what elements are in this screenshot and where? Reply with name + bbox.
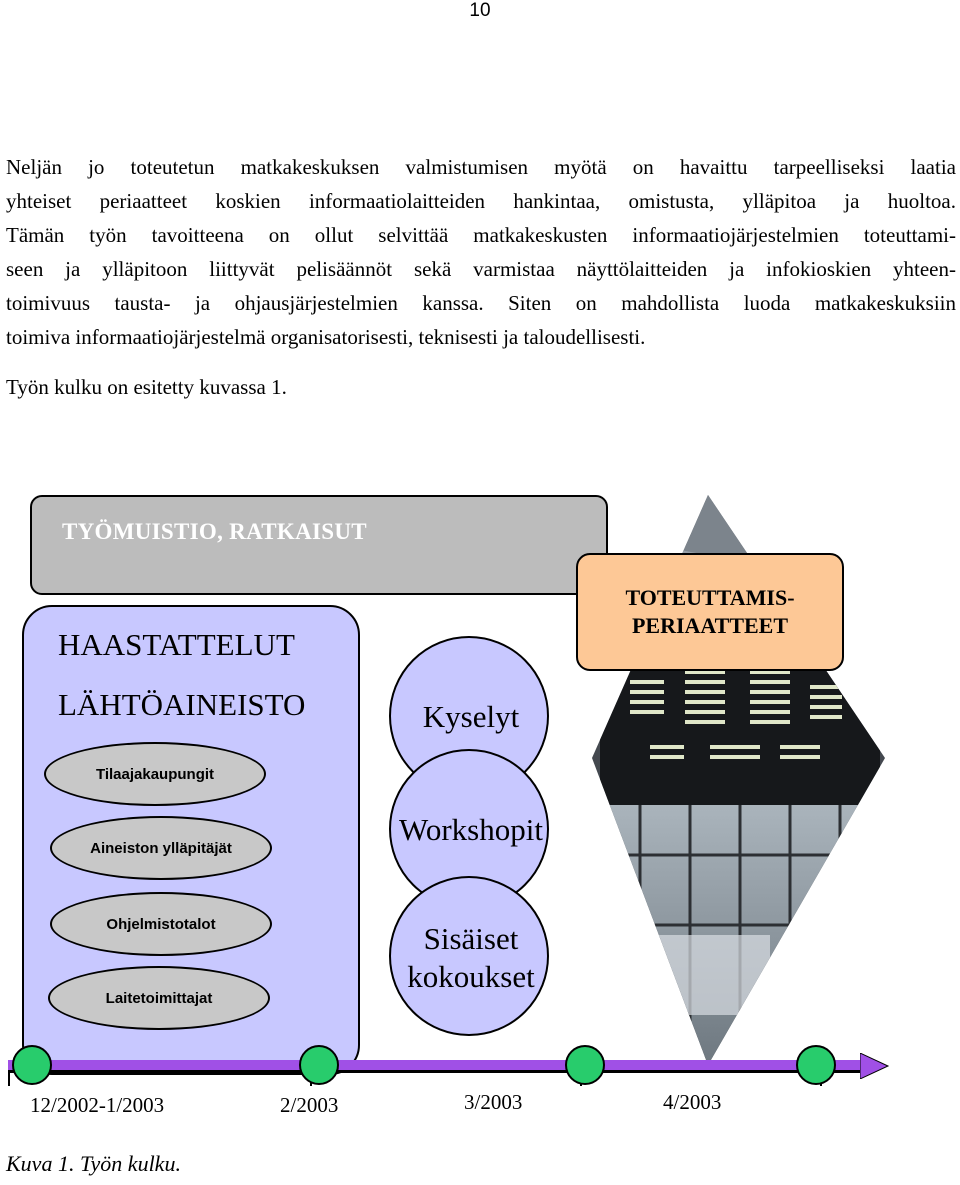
timeline-arrowhead xyxy=(860,1053,890,1079)
panel-title-source-material: LÄHTÖAINEISTO xyxy=(58,687,306,722)
timeline-label-4: 4/2003 xyxy=(663,1090,722,1114)
timeline-label-2: 2/2003 xyxy=(280,1093,339,1117)
circle-label-sisaiset-kokoukset: Sisäiset kokoukset xyxy=(407,921,535,994)
timeline-node-2 xyxy=(299,1045,339,1085)
implementation-principles-box: TOTEUTTAMIS- PERIAATTEET xyxy=(576,553,844,671)
paragraph-1-line-5: toimivuus tausta- ja ohjausjärjestelmien kanssa. Siten on mahdollista luoda matkakeskuksiin xyxy=(6,291,956,315)
work-flow-diagram xyxy=(0,480,960,1120)
circle-sisaiset-kokoukset xyxy=(389,876,549,1036)
oval-tilaajakaupungit: Tilaajakaupungit xyxy=(44,742,266,806)
panel-title-interviews: HAASTATTELUT xyxy=(58,627,295,662)
timeline-bar xyxy=(8,1060,870,1073)
timeline-node-4 xyxy=(796,1045,836,1085)
timeline-node-3 xyxy=(565,1045,605,1085)
oval-ohjelmistotalot: Ohjelmistotalot xyxy=(50,892,272,956)
circle-label-kyselyt: Kyselyt xyxy=(422,699,520,734)
memo-banner xyxy=(30,495,608,595)
paragraph-1-line-4: seen ja ylläpitoon liittyvät pelisäännöt sekä varmistaa näyttölaitteiden ja infokioskien yhteen- xyxy=(6,257,956,281)
timeline-label-1: 12/2002-1/2003 xyxy=(30,1093,165,1117)
timeline xyxy=(0,1040,960,1120)
body-text xyxy=(6,150,956,404)
timeline-label-3: 3/2003 xyxy=(464,1090,523,1114)
oval-aineiston-yllapitajat: Aineiston ylläpitäjät xyxy=(50,816,272,880)
paragraph-1-line-3: Tämän työn tavoitteena on ollut selvittää matkakeskusten informaatiojärjestelmien toteuttami- xyxy=(6,223,956,247)
paragraph-1-line-1: Neljän jo toteutetun matkakeskuksen valmistumisen myötä on havaittu tarpeelliseksi laatia xyxy=(6,155,956,179)
timeline-node-1 xyxy=(12,1045,52,1085)
oval-laitetoimittajat: Laitetoimittajat xyxy=(48,966,270,1030)
page-number: 10 xyxy=(469,0,491,21)
circle-label-workshopit: Workshopit xyxy=(399,812,543,847)
paragraph-2: Työn kulku on esitetty kuvassa 1. xyxy=(6,375,287,399)
timeline-tick xyxy=(8,1072,10,1086)
paragraph-1-line-2: yhteiset periaatteet koskien informaatiolaitteiden hankintaa, omistusta, ylläpitoa ja huoltoa. xyxy=(6,189,956,213)
figure-caption: Kuva 1. Työn kulku. xyxy=(6,1151,181,1176)
paragraph-1-line-6: toimiva informaatiojärjestelmä organisatorisesti, teknisesti ja taloudellisesti. xyxy=(6,325,646,349)
banner-label: TYÖMUISTIO, RATKAISUT xyxy=(62,519,367,544)
